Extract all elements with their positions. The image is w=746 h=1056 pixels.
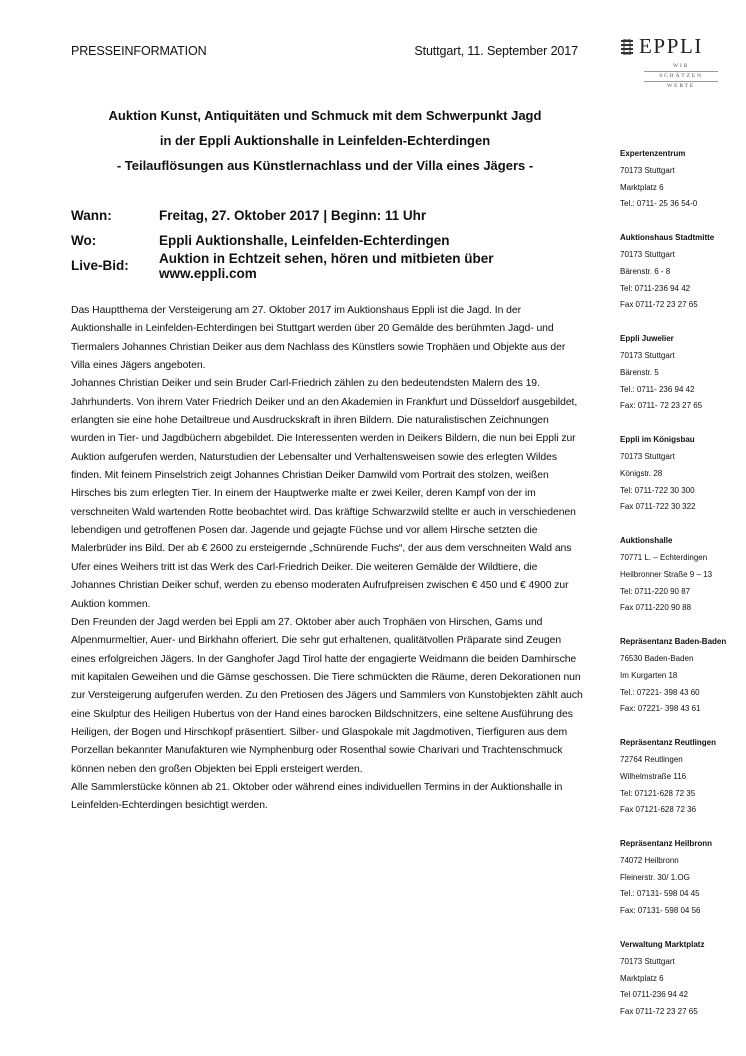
location-line: Tel.: 07131- 598 04 45: [620, 889, 700, 899]
location-line: 74072 Heilbronn: [620, 855, 679, 865]
location-line: Tel 0711-236 94 42: [620, 990, 688, 1000]
location-title: Eppli Juwelier: [620, 334, 674, 344]
location-line: Tel.: 0711- 25 36 54-0: [620, 199, 698, 209]
location-line: 70771 L. – Echterdingen: [620, 552, 708, 562]
location-line: Fax: 0711- 72 23 27 65: [620, 401, 703, 411]
eppli-logo: [620, 34, 726, 91]
title-line: in der Eppli Auktionshalle in Leinfelden-Echterdingen: [159, 133, 491, 148]
location-line: 72764 Reutlingen: [620, 754, 683, 764]
press-release-body: [71, 302, 583, 816]
location-line: Fax 0711-722 30 322: [620, 502, 696, 512]
fact-value: Freitag, 27. Oktober 2017 | Beginn: 11 Uhr: [159, 208, 427, 223]
document-type-label: PRESSEINFORMATION: [71, 44, 207, 58]
body-paragraph: Alle Sammlerstücke können ab 21. Oktober oder während eines individuellen Termins in der Auktionshalle in Leinfelden-Echterdingen besichtigt werden.: [71, 781, 563, 812]
location-title: Repräsentanz Baden-Baden: [620, 637, 727, 647]
body-paragraph: Johannes Christian Deiker und sein Bruder Carl-Friedrich zählen zu den bedeutendsten Malern des 19. Jahrhunderts. Von ihrem Vater Friedrich Deiker und an den Akademien in Frankfurt und Düsseldorf ausgebildet, erlangten sie eine hohe Detailtreue und Ausdruckskraft in ihren Bildern. Die naturalistischen Zeichnungen wurden in Tier- und Jagdbüchern abgebildet. Die Interessenten werden in Deikers Bildern, die nun bei Eppli zur Auktion aufgerufen werden, Naturstudien der Lebensalter und Verhaltensweisen sowie des erlegten Wildes finden. Mit feinem Pinselstrich zeigt Johannes Christian Deiker Damwild vom Portrait des stolzen, weißen Hirsches bis zum erlegten Tier. In einem der Hauptwerke malte er zwei Keiler, deren Kampf von der im verschneiten Wald wartenden Rotte beobachtet wird. Das kräftige Schwarzwild stellte er auch in verschiedenen lebendigen und getroffenen Posen dar. Jagende und gejagte Füchse und vor allem Hirsche setzten die Malerbrüder ins Bild. Der ab € 2600 zu ersteigernde „Schnürende Fuchs“, der aus dem verschneiten Wald ans Ufer eines Weihers tritt ist das Werk des Carl-Friedrich Deiker. Die weiteren Gemälde der Wildtiere, die Johannes Christian Deiker schuf, werden zu ebenso moderaten Aufrufpreisen zwischen € 450 und € 4900 zur Auktion kommen.: [71, 378, 578, 610]
location-line: Fleinerstr. 30/ 1.OG: [620, 872, 690, 882]
place-and-date: Stuttgart, 11. September 2017: [414, 44, 578, 58]
fact-value: Eppli Auktionshalle, Leinfelden-Echterdingen: [159, 233, 450, 248]
location-line: Bärenstr. 5: [620, 367, 659, 377]
location-line: Tel.: 07221- 398 43 60: [620, 687, 700, 697]
location-title: Repräsentanz Heilbronn: [620, 839, 713, 849]
logo-tagline: WIR SCHÄTZEN WERTE: [620, 62, 726, 91]
location-line: Marktplatz 6: [620, 973, 664, 983]
location-line: Heilbronner Straße 9 – 13: [620, 569, 713, 579]
location-line: 70173 Stuttgart: [620, 165, 675, 175]
press-release-title: [71, 103, 579, 178]
location-line: Tel.: 0711- 236 94 42: [620, 384, 695, 394]
location-title: Auktionshaus Stadtmitte: [620, 233, 715, 243]
location-verwaltung-marktplatz: [620, 937, 746, 1021]
location-line: 70173 Stuttgart: [620, 350, 675, 360]
location-title: Eppli im Königsbau: [620, 435, 695, 445]
title-line: - Teilauflösungen aus Künstlernachlass und der Villa eines Jägers -: [116, 158, 534, 173]
location-line: Fax 07121-628 72 36: [620, 805, 697, 815]
location-line: Tel: 0711-722 30 300: [620, 485, 695, 495]
location-auktionshalle: [620, 533, 746, 617]
location-title: Auktionshalle: [620, 536, 673, 546]
location-line: Fax 0711-72 23 27 65: [620, 300, 698, 310]
fact-when: [71, 203, 581, 228]
event-facts: [71, 203, 581, 281]
eppli-emblem-icon: [620, 39, 634, 55]
fact-label: Wo:: [71, 233, 97, 248]
location-line: 70173 Stuttgart: [620, 956, 675, 966]
location-line: Fax 0711-72 23 27 65: [620, 1007, 698, 1017]
location-line: Im Kurgarten 18: [620, 670, 678, 680]
locations-sidebar: [620, 146, 746, 1038]
location-line: Wilhelmstraße 116: [620, 771, 687, 781]
location-title: Expertenzentrum: [620, 149, 686, 158]
location-koenigsbau: [620, 432, 746, 516]
location-line: Fax 0711-220 90 88: [620, 603, 692, 613]
title-line: Auktion Kunst, Antiquitäten und Schmuck mit dem Schwerpunkt Jagd: [108, 108, 542, 123]
location-line: Bärenstr. 6 - 8: [620, 266, 671, 276]
location-title: Repräsentanz Reutlingen: [620, 738, 717, 748]
body-paragraph: Den Freunden der Jagd werden bei Eppli am 27. Oktober aber auch Trophäen von Hirschen, Gams und Alpenmurmeltier, Auer- und Birkhahn offeriert. Die sehr gut erhaltenen, qualitätvollen Präparate sind Zeugen eines erfolgreichen Jägers. In der Ganghofer Jagd Tirol hatte der engagierte Weidmann die beiden Damhirsche mit kapitalen Geweihen und die Gämse geschossen. Die Tiere schmückten die Räume, deren Dekorationen nun zur Versteigerung aufgerufen werden. Zu den Pretiosen des Jägers und Sammlers von Kunstobjekten zählt auch eine Skulptur des Heiligen Hubertus von der Hand eines barocken Bildschnitzers, eine seltene Ausführung des Heiligen, der Bogen und Hirschkopf präsentiert. Silber- und Glaspokale mit Jagdmotiven, Tierfiguren aus dem Porzellan bekannter Manufakturen wie Nymphenburg oder Rosenthal sowie Charivari und Trachtenschmuck können neben den großen Objekten bei Eppli ersteigert werden.: [71, 616, 583, 775]
location-line: 70173 Stuttgart: [620, 451, 675, 461]
location-line: Tel: 07121-628 72 35: [620, 788, 696, 798]
fact-value: Auktion in Echtzeit sehen, hören und mitbieten über www.eppli.com: [159, 250, 494, 281]
location-line: Marktplatz 6: [620, 182, 664, 192]
location-line: Fax: 07221- 398 43 61: [620, 704, 701, 714]
location-line: 70173 Stuttgart: [620, 249, 675, 259]
logo-wordmark: EPPLI: [639, 34, 704, 58]
fact-label: Live-Bid:: [71, 258, 129, 273]
location-title: Verwaltung Marktplatz: [620, 940, 705, 950]
location-line: Tel: 0711-220 90 87: [620, 586, 691, 596]
location-expertenzentrum: [620, 146, 746, 213]
location-eppli-juwelier: [620, 331, 746, 415]
location-baden-baden: [620, 634, 746, 718]
fact-live-bid: [71, 250, 581, 281]
location-line: Fax: 07131- 598 04 56: [620, 906, 701, 916]
fact-label: Wann:: [71, 208, 112, 223]
location-line: 76530 Baden-Baden: [620, 653, 694, 663]
body-paragraph: Das Hauptthema der Versteigerung am 27. Oktober 2017 im Auktionshaus Eppli ist die Jagd. In der Auktionshalle in Leinfelden-Echterdingen bei Stuttgart werden über 20 Gemälde des berühmten Jagd- und Tiermalers Johannes Christian Deiker aus dem Nachlass des Künstlers sowie Trophäen und Objekte aus der Villa eines Jägers angeboten.: [71, 305, 566, 372]
fact-where: [71, 228, 581, 253]
location-line: Königstr. 28: [620, 468, 663, 478]
location-reutlingen: [620, 735, 746, 819]
location-line: Tel: 0711-236 94 42: [620, 283, 691, 293]
location-auktionshaus-stadtmitte: [620, 230, 746, 314]
location-heilbronn: [620, 836, 746, 920]
